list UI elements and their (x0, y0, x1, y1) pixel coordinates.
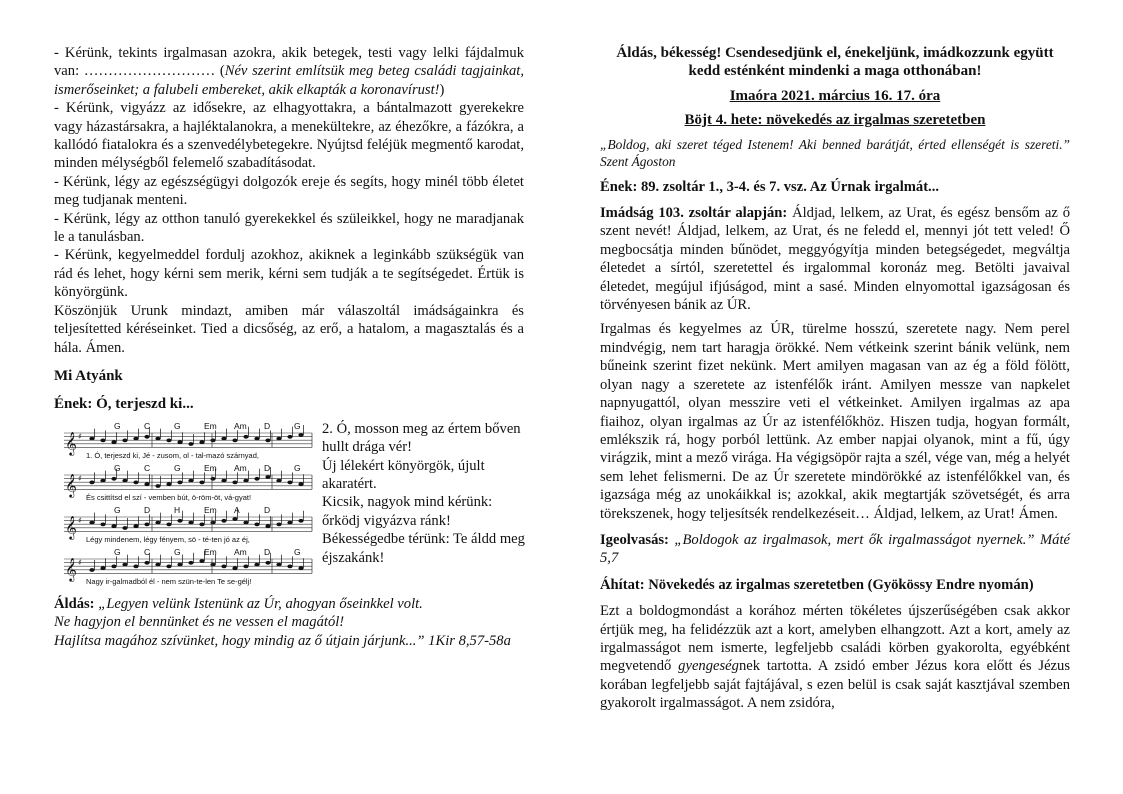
note-head (232, 566, 237, 570)
song-section (54, 420, 524, 595)
prayer-psalm-103: Imádság 103. zsoltár alapján: Áldjad, lelkem, az Urat, és egész bensőm az ő szent nevét! Áldjad, lelkem, az Urat, és ne feledd el, mennyi jót tett veled! Ő megbocsátja minden bűnödet, meggyógyítja minden betegségedet, megváltja életedet a sírtól, szeretettel és irgalommal koronáz meg. Betölti javaival életedet, megújul ifjúságod, mint a sasé. Minden elnyomottal igazságosan és törvényesen bánik az ÚR. (600, 205, 1070, 314)
chord-symbol: G (114, 462, 121, 473)
note-head (89, 520, 94, 524)
chord-symbol: Em (204, 420, 217, 431)
note-head (166, 522, 171, 526)
chord-symbol: Em (204, 504, 217, 515)
chord-symbol: A (234, 504, 240, 515)
chord-symbol: G (174, 546, 181, 557)
sharp-icon: ♯ (78, 515, 82, 525)
note-head (177, 519, 182, 523)
note-head (276, 562, 281, 566)
note-head (265, 561, 270, 565)
petition-elderly: - Kérünk, vigyázz az idősekre, az elhagyottakra, a bántalmazott gyerekekre vagy házastársakra, a hajléktalanokra, a menekültekre, az éhezőkre, a fázókra, a kallódó fiatalokra és a szenvedélybetegekre. Nyújtsd feléjük megmentő karodat, minden mélységből felemelő szabadításodat. (54, 100, 524, 172)
chord-symbol: G (174, 462, 181, 473)
note-head (133, 524, 138, 528)
note-head (199, 522, 204, 526)
chord-symbol: D (264, 504, 271, 515)
note-head (210, 562, 215, 566)
note-head (155, 484, 160, 488)
chord-symbol: G (294, 546, 301, 557)
left-column (54, 44, 524, 650)
note-head (276, 436, 281, 440)
chord-symbol: C (144, 420, 151, 431)
page-header: Áldás, békesség! Csendesedjünk el, énekeljünk, imádkozzunk együtt kedd esténként mindenki a maga otthonában! (616, 45, 1054, 80)
note-head (210, 438, 215, 442)
note-head (111, 524, 116, 528)
note-head (166, 482, 171, 486)
note-head (177, 562, 182, 566)
note-head (155, 520, 160, 524)
verse-line: Új lélekért könyörgök, újult akaratért. (322, 457, 485, 492)
prayer-hour-title: Imaóra 2021. március 16. 17. óra (729, 87, 941, 104)
note-head (221, 564, 226, 568)
note-head (89, 480, 94, 484)
note-head (144, 561, 149, 565)
note-head (243, 478, 248, 482)
note-head (210, 477, 215, 481)
note-head (232, 480, 237, 484)
note-head (177, 480, 182, 484)
scripture-reading: Igeolvasás: „Boldogok az irgalmasok, mert ők irgalmasságot nyernek.” Máté 5,7 (600, 531, 1070, 567)
petition-needy: - Kérünk, kegyelmeddel fordulj azokhoz, akiknek a leginkább szükségük van rád és lehet, hogy kérni sem merik, kérni sem tudják a te segítségedet. Értük is könyörgünk. (54, 247, 524, 301)
sheet-music (64, 420, 314, 590)
blessing-line: Ne hagyjon el bennünket és ne vessen el magától! (54, 614, 345, 631)
petition-health-workers: - Kérünk, légy az egészségügyi dolgozók ereje és segíts, hogy minél több életet meg tudjanak menteni. (54, 173, 524, 209)
note-head (122, 526, 127, 530)
chord-symbol: D (264, 546, 271, 557)
note-head (188, 442, 193, 446)
psalm-continuation: Irgalmas és kegyelmes az ÚR, türelme hosszú, szeretete nagy. Nem perel mindvégig, nem tart haragja örökké. Nem vétkeink szerint bánik velünk, nem bűneink szerint fizet nekünk. Mert amilyen magasan van az ég a föld fölött, olyan nagy a szeretete az istenfélők iránt. Amilyen messze van napkelet napnyugattól, olyan messzire veti el vétkeinket. Amilyen irgalmas az apa fiaihoz, olyan irgalmas az Úr az istenfélőkhöz. Hiszen tudja, hogyan formált, emlékszik rá, hogy porból lettünk. Az ember napjai olyanok, mint a fű, úgy virágzik, mint a mező virága. Ha végigsöpör rajta a szél, vége van, még a helyét sem lehet felismerni. De az Úr szeretete mindörökké az istenfélőkkel van, és igazsága még az unokáikkal is; azokkal, akik megtartják szövetségét, és arra törekszenek, hogy teljesítsék rendelkezéseit… Áldjad, lelkem, az Urat! Ámen. (600, 321, 1070, 522)
note-head (298, 433, 303, 437)
note-head (122, 478, 127, 482)
devotion-heading: Áhítat: Növekedés az irgalmas szeretetben (Gyökössy Endre nyomán) (600, 576, 1034, 593)
note-head (221, 519, 226, 523)
note-head (287, 435, 292, 439)
song-heading: Ének: Ó, terjeszd ki... (54, 396, 194, 413)
note-head (287, 480, 292, 484)
lent-week-title: Böjt 4. hete: növekedés az irgalmas szeretetben (684, 112, 986, 129)
note-head (100, 478, 105, 482)
note-head (166, 438, 171, 442)
verse-line: 2. Ó, mosson meg az értem bőven hullt drága vér! (322, 420, 521, 456)
chord-symbol: Em (204, 462, 217, 473)
chord-symbol: D (264, 462, 271, 473)
note-head (276, 478, 281, 482)
petition-children: - Kérünk, légy az otthon tanuló gyerekekkel és szüleikkel, hogy ne maradjanak le a tanulásban. (54, 210, 524, 246)
chord-symbol: C (144, 462, 151, 473)
chord-symbol: C (144, 546, 151, 557)
note-head (100, 438, 105, 442)
chord-symbol: G (174, 420, 181, 431)
chord-symbol: G (114, 420, 121, 431)
note-head (122, 562, 127, 566)
note-head (221, 436, 226, 440)
chord-symbol: Em (204, 546, 217, 557)
note-head (298, 519, 303, 523)
chord-symbol: Am (234, 420, 247, 431)
thanksgiving: Köszönjük Urunk mindazt, amiben már válaszoltál imádságainkra és teljesítetted kéréseinket. Tied a dicsőség, az erő, a hatalom, a magasztalás és a hála. Ámen. (54, 302, 524, 356)
note-head (254, 436, 259, 440)
sharp-icon: ♯ (78, 557, 82, 567)
note-head (232, 517, 237, 521)
petition-sick: - Kérünk, tekints irgalmasan azokra, akik betegek, testi vagy lelki fájdalmuk van: ……………………… (Név szerint említsük meg beteg családi tagjainkat, ismerőseinket; a falubeli embereket, akik elkapták a koronavírust!) (54, 45, 524, 98)
note-head (265, 524, 270, 528)
right-column (600, 44, 1070, 713)
note-head (254, 522, 259, 526)
devotion-text: Ezt a boldogmondást a korához mérten tökéletes újszerűségében csak akkor értjük meg, ha felidézzük azt a kort, amelyben elhangzott. Azt a kort, amely az irgalmasságot nem ismerte, legfeljebb családi körben gyakorolta, egyébként megvetendő gyengeségnek tartotta. A zsidó ember Jézus kora előtt és Jézus korában legfeljebb saját fajtájával, s ezen belül is csak saját kasztjával szemben gyakorolt irgalmasságot. A nem zsidóra, (600, 603, 1070, 712)
lyric-line: És csittítsd el szí - vemben bút, ö-röm-öt, vá-gyat! (86, 492, 252, 502)
note-head (243, 520, 248, 524)
verse-line: Békességedbe térünk: Te áldd meg éjszakánk! (322, 531, 525, 566)
note-head (122, 438, 127, 442)
note-head (89, 568, 94, 572)
psalm-song: Ének: 89. zsoltár 1., 3-4. és 7. vsz. Az Úrnak irgalmát... (600, 178, 940, 195)
note-head (89, 436, 94, 440)
note-head (188, 478, 193, 482)
note-head (287, 564, 292, 568)
note-head (254, 562, 259, 566)
chord-symbol: Am (234, 546, 247, 557)
sharp-icon: ♯ (78, 431, 82, 441)
chord-symbol: D (144, 504, 151, 515)
mi-atyank-heading: Mi Atyánk (54, 367, 123, 384)
blessing-line: Hajlítsa magához szívünket, hogy mindig az ő útjain járjunk...” 1Kir 8,57-58a (54, 632, 511, 649)
note-head (232, 438, 237, 442)
note-head (166, 564, 171, 568)
note-head (210, 520, 215, 524)
note-head (221, 478, 226, 482)
note-head (111, 440, 116, 444)
chord-symbol: G (114, 546, 121, 557)
lyric-line: 1. Ó, terjeszd ki, Jé - zusom, ol - tal-mazó szárnyad, (86, 450, 259, 460)
note-head (243, 564, 248, 568)
treble-clef-icon: 𝄞 (65, 514, 77, 539)
note-head (100, 522, 105, 526)
verse-line: Kicsik, nagyok mind kérünk: őrködj vigyázva ránk! (322, 494, 493, 529)
note-head (111, 564, 116, 568)
note-head (133, 436, 138, 440)
chord-symbol: Am (234, 462, 247, 473)
note-head (199, 480, 204, 484)
note-head (100, 566, 105, 570)
note-head (133, 564, 138, 568)
note-head (144, 482, 149, 486)
note-head (199, 559, 204, 563)
chord-symbol: H (174, 504, 181, 515)
treble-clef-icon: 𝄞 (65, 430, 77, 455)
lyric-line: Nagy ir-galmadból él - nem szün-te-len Te se-gélj! (86, 576, 252, 586)
lyric-line: Légy mindenem, légy fényem, sö - té-ten jó az éj, (86, 534, 250, 544)
note-head (254, 477, 259, 481)
sharp-icon: ♯ (78, 473, 82, 483)
note-head (155, 436, 160, 440)
note-head (243, 435, 248, 439)
treble-clef-icon: 𝄞 (65, 556, 77, 581)
note-head (188, 561, 193, 565)
augustine-quote: „Boldog, aki szeret téged Istenem! Aki benned barátját, érted ellenségét is szereti.” Szent Ágoston (600, 136, 1070, 169)
note-head (298, 482, 303, 486)
note-head (144, 522, 149, 526)
note-head (298, 566, 303, 570)
note-head (287, 520, 292, 524)
note-head (133, 480, 138, 484)
song-verse-2 (322, 420, 532, 567)
note-head (265, 438, 270, 442)
note-head (111, 477, 116, 481)
blessing: Áldás: „Legyen velünk Istenünk az Úr, ahogyan őseinkkel volt. (54, 595, 423, 612)
note-head (276, 522, 281, 526)
chord-symbol: G (114, 504, 121, 515)
note-head (144, 435, 149, 439)
note-head (188, 520, 193, 524)
note-head (177, 440, 182, 444)
chord-symbol: D (264, 420, 271, 431)
note-head (265, 475, 270, 479)
note-head (155, 562, 160, 566)
note-head (199, 440, 204, 444)
treble-clef-icon: 𝄞 (65, 472, 77, 497)
chord-symbol: G (294, 462, 301, 473)
chord-symbol: G (294, 420, 301, 431)
